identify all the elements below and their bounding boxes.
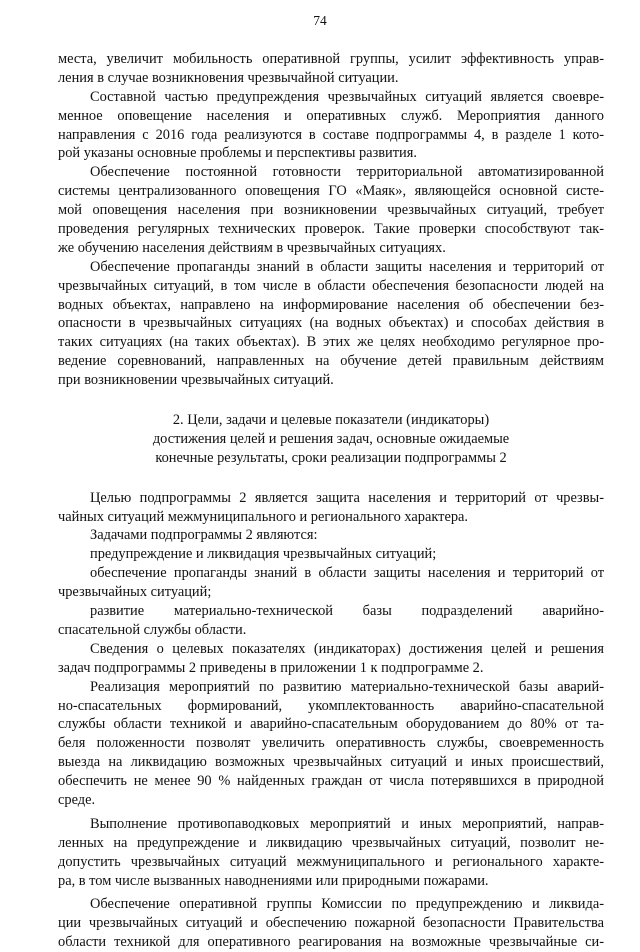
text-line: чрезвычайных ситуаций, в том числе в области обеспечения безопасности людей на [58,277,604,294]
text-line: чайных ситуаций межмуниципального и регионального характера. [58,508,469,525]
text-line: Целью подпрограммы 2 является защита населения и территорий от чрезвы- [90,489,604,506]
paragraph-gap [58,468,604,489]
text-line: среде. [58,791,96,808]
section-heading-line: 2. Цели, задачи и целевые показатели (индикаторы) [172,412,490,429]
text-line: рой указаны основные проблемы и перспективы развития. [58,145,417,162]
text-line: развитие материально-технической базы подразделений аварийно- [90,603,604,620]
text-line: Сведения о целевых показателях (индикаторах) достижения целей и решения [90,640,604,657]
text-line: водных объектах, направлено на информирование населения об обеспечении без- [58,296,604,313]
text-line: обеспечить не менее 90 % найденных граждан от числа потерявшихся в природной [58,773,604,790]
text-line: задач подпрограммы 2 приведены в приложении 1 к подпрограмме 2. [58,659,484,676]
text-line: Составной частью предупреждения чрезвычайных ситуаций является своевре- [90,88,604,105]
text-line: же обучению населения действиям в чрезвычайных ситуациях. [58,239,446,256]
text-line: Реализация мероприятий по развитию материально-технической базы аварий- [90,678,604,695]
text-line: Задачами подпрограммы 2 являются: [90,527,318,544]
text-line: Выполнение противопаводковых мероприятий и иных мероприятий, направ- [90,815,604,832]
text-line: менное оповещение населения и оперативных служб. Мероприятия данного [58,107,604,124]
section-heading-line: конечные результаты, сроки реализации подпрограммы 2 [155,449,507,466]
text-line: но-спасательных формирований, укомплектованность аварийно-спасательной [58,697,604,714]
text-line: области техникой для оперативного реагирования на возможные чрезвычайные си- [58,934,604,951]
text-line: ленных на предупреждение и ликвидацию чрезвычайных ситуаций, позволит не- [58,834,604,851]
text-line: допустить чрезвычайных ситуаций межмуниципального и регионального характе- [58,853,604,870]
text-line: чрезвычайных ситуаций; [58,584,212,601]
section-heading-line: достижения целей и решения задач, основные ожидаемые [152,430,510,447]
text-line: опасности в чрезвычайных ситуациях (на водных объектах) и способах действия в [58,315,604,332]
text-line: беля положенности позволят увеличить оперативность службы, своевременность [58,735,604,752]
text-line: обеспечение пропаганды знаний в области защиты населения и территорий от [90,565,604,582]
text-line: ра, в том числе вызванных наводнениями или природными пожарами. [58,872,489,889]
text-line: предупреждение и ликвидация чрезвычайных ситуаций; [90,546,437,563]
text-line: таких ситуациях (на таких объектах). В этих же целях необходимо регулярное про- [58,334,604,351]
document-body [58,50,604,952]
text-line: мой оповещения населения при возникновении чрезвычайных ситуаций, требует [58,202,604,219]
text-line: Обеспечение оперативной группы Комиссии по предупреждению и ликвида- [90,896,604,913]
page-number: 74 [313,13,327,28]
text-line: системы централизованного оповещения ГО «Маяк», являющейся основной систе- [58,183,604,200]
text-line: ведение соревнований, направленных на обучение детей правильным действиям [58,353,604,370]
text-line: места, увеличит мобильность оперативной группы, усилит эффективность управ- [58,51,604,67]
text-line: ции чрезвычайных ситуаций и обеспечению пожарной безопасности Правительства [58,915,604,932]
text-line: проведения регулярных технических проверок. Такие проверки способствуют так- [58,221,604,238]
text-line: спасательной службы области. [58,621,247,638]
text-line: Обеспечение постоянной готовности территориальной автоматизированной [90,164,604,181]
paragraph-gap [58,390,604,411]
text-line: Обеспечение пропаганды знаний в области защиты населения и территорий от [90,258,604,275]
text-line: при возникновении чрезвычайных ситуаций. [58,372,334,389]
text-line: ления в случае возникновения чрезвычайной ситуации. [58,69,399,86]
text-line: службы области техникой и аварийно-спасательным оборудованием до 80% от та- [58,716,604,733]
text-line: выезда на ликвидацию возможных чрезвычайных ситуаций и иных происшествий, [58,754,604,771]
text-line: направления с 2016 года реализуются в составе подпрограммы 4, в разделе 1 кото- [58,126,604,143]
